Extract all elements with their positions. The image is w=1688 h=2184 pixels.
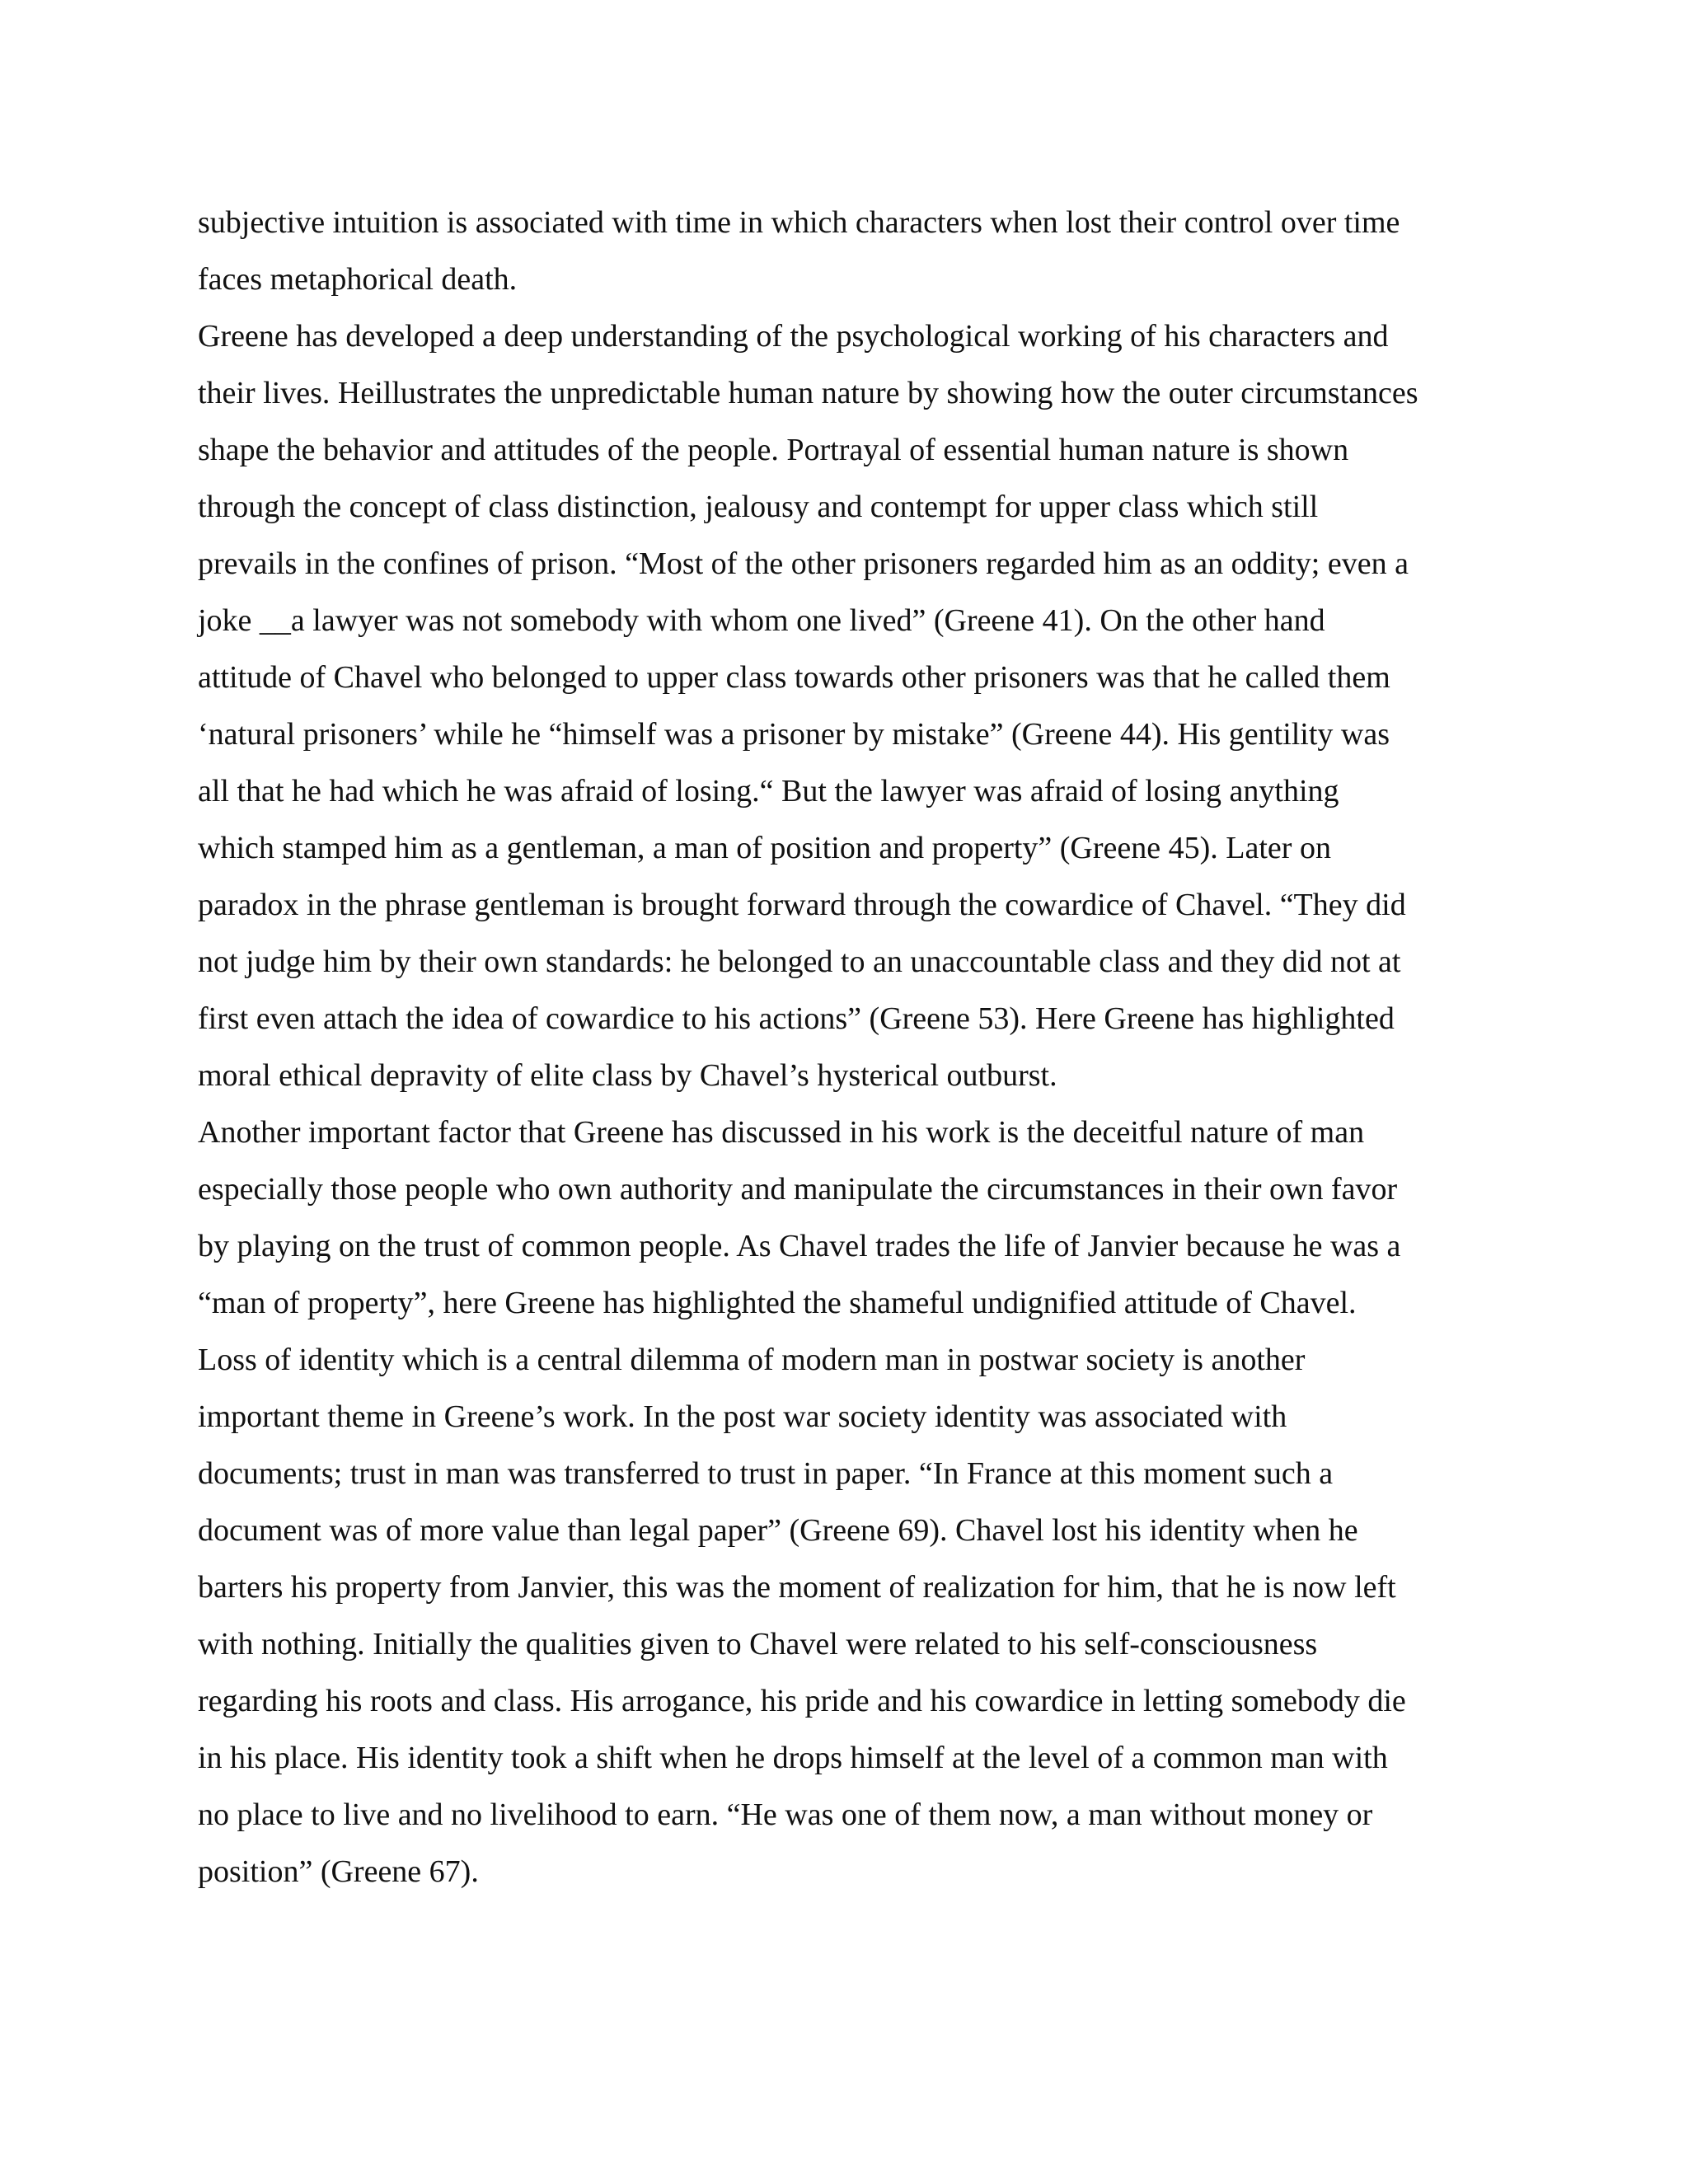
text-line: all that he had which he was afraid of losing.“ But the lawyer was afraid of losing anything bbox=[198, 774, 1339, 808]
text-line: first even attach the idea of cowardice to his actions” (Greene 53). Here Greene has highlighted bbox=[198, 1001, 1395, 1036]
text-line: through the concept of class distinction, jealousy and contempt for upper class which still bbox=[198, 490, 1319, 524]
text-line: important theme in Greene’s work. In the post war society identity was associated with bbox=[198, 1399, 1287, 1434]
text-line: joke __a lawyer was not somebody with whom one lived” (Greene 41). On the other hand bbox=[198, 603, 1325, 638]
text-line: document was of more value than legal paper” (Greene 69). Chavel lost his identity when he bbox=[198, 1513, 1358, 1548]
text-line: “man of property”, here Greene has highlighted the shameful undignified attitude of Chavel. bbox=[198, 1286, 1357, 1320]
text-line: Another important factor that Greene has discussed in his work is the deceitful nature of man bbox=[198, 1115, 1365, 1150]
text-line: ‘natural prisoners’ while he “himself was a prisoner by mistake” (Greene 44). His gentility was bbox=[198, 717, 1390, 752]
text-line: faces metaphorical death. bbox=[198, 262, 518, 297]
text-line: with nothing. Initially the qualities given to Chavel were related to his self-consciousness bbox=[198, 1627, 1318, 1661]
text-line: prevails in the confines of prison. “Most of the other prisoners regarded him as an oddity; even a bbox=[198, 546, 1409, 581]
text-line: Greene has developed a deep understanding of the psychological working of his characters and bbox=[198, 319, 1389, 354]
text-line: regarding his roots and class. His arrogance, his pride and his cowardice in letting somebody die bbox=[198, 1684, 1406, 1718]
text-line: attitude of Chavel who belonged to upper class towards other prisoners was that he called them bbox=[198, 660, 1390, 695]
text-line: subjective intuition is associated with time in which characters when lost their control over time bbox=[198, 205, 1400, 240]
text-line: shape the behavior and attitudes of the people. Portrayal of essential human nature is shown bbox=[198, 433, 1349, 467]
text-line: Loss of identity which is a central dilemma of modern man in postwar society is another bbox=[198, 1343, 1306, 1377]
text-line: position” (Greene 67). bbox=[198, 1854, 479, 1889]
text-line: which stamped him as a gentleman, a man of position and property” (Greene 45). Later on bbox=[198, 831, 1331, 865]
text-line: their lives. Heillustrates the unpredictable human nature by showing how the outer circumstances bbox=[198, 376, 1418, 410]
text-line: moral ethical depravity of elite class by Chavel’s hysterical outburst. bbox=[198, 1058, 1057, 1093]
text-line: not judge him by their own standards: he belonged to an unaccountable class and they did not at bbox=[198, 944, 1401, 979]
text-line: paradox in the phrase gentleman is brought forward through the cowardice of Chavel. “They did bbox=[198, 888, 1406, 922]
text-line: by playing on the trust of common people. As Chavel trades the life of Janvier because he was a bbox=[198, 1229, 1401, 1263]
body-text bbox=[198, 194, 1492, 1900]
text-line: especially those people who own authority and manipulate the circumstances in their own favor bbox=[198, 1172, 1398, 1207]
text-line: documents; trust in man was transferred to trust in paper. “In France at this moment such a bbox=[198, 1456, 1334, 1491]
text-line: in his place. His identity took a shift when he drops himself at the level of a common man with bbox=[198, 1741, 1388, 1775]
text-line: no place to live and no livelihood to earn. “He was one of them now, a man without money or bbox=[198, 1797, 1373, 1832]
text-line: barters his property from Janvier, this was the moment of realization for him, that he is now left bbox=[198, 1570, 1396, 1605]
